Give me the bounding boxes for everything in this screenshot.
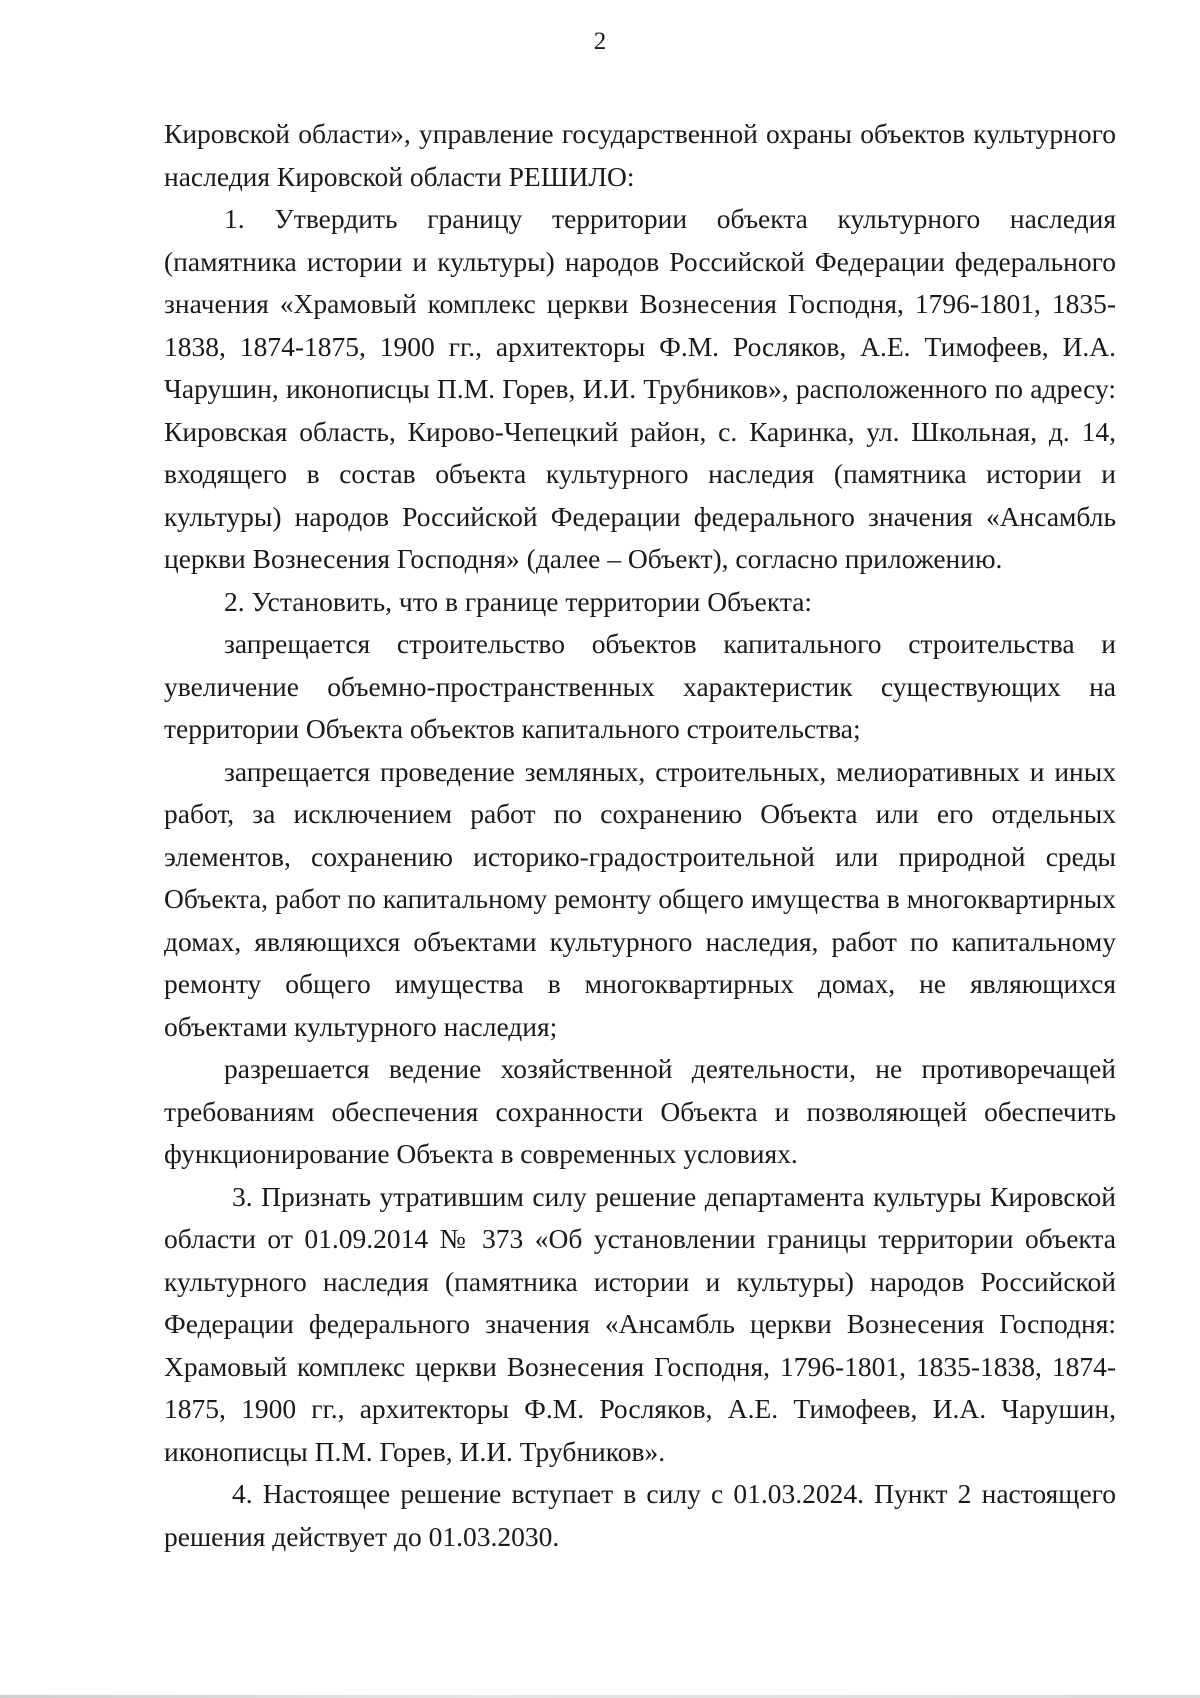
page-number: 2 (593, 28, 607, 55)
paragraph-item-4: 4. Настоящее решение вступает в силу с 01.03.2024. Пункт 2 настоящего решения действует до 01.03.2030. (164, 1478, 1116, 1552)
paragraph-item-3: 3. Признать утратившим силу решение департамента культуры Кировской области от 01.09.2014 № 373 «Об установлении границы территории объекта культурного наследия (памятника истории и культуры) народов Российской Федерации федерального значения «Ансамбль церкви Вознесения Господня: Храмовый комплекс церкви Вознесения Господня, 1796-1801, 1835-1838, 1874-1875, 1900 гг., архитекторы Ф.М. Росляков, А.Е. Тимофеев, И.А. Чарушин, иконописцы П.М. Горев, И.И. Трубников». (164, 1180, 1116, 1467)
paragraph-intro: Кировской области», управление государственной охраны объектов культурного наследия Кировской области РЕШИЛО: (164, 118, 1116, 192)
document-body (164, 113, 1116, 1558)
paragraph-item-2: 2. Установить, что в границе территории Объекта: (224, 585, 813, 617)
paragraph-item-1: 1. Утвердить границу территории объекта культурного наследия (памятника истории и культуры) народов Российской Федерации федерального значения «Храмовый комплекс церкви Вознесения Господня, 1796-1801, 1835-1838, 1874-1875, 1900 гг., архитекторы Ф.М. Росляков, А.Е. Тимофеев, И.А. Чарушин, иконописцы П.М. Горев, И.И. Трубников», расположенного по адресу: Кировская область, Кирово-Чепецкий район, с. Каринка, ул. Школьная, д. 14, входящего в состав объекта культурного наследия (памятника истории и культуры) народов Российской Федерации федерального значения «Ансамбль церкви Вознесения Господня» (далее – Объект), согласно приложению. (164, 203, 1116, 574)
paragraph-activity-permitted: разрешается ведение хозяйственной деятельности, не противоречащей требованиям обеспечения сохранности Объекта и позволяющей обеспечить функционирование Объекта в современных условиях. (164, 1053, 1116, 1169)
paragraph-works-ban: запрещается проведение земляных, строительных, мелиоративных и иных работ, за исключением работ по сохранению Объекта или его отдельных элементов, сохранению историко-градостроительной или природной среды Объекта, работ по капитальному ремонту общего имущества в многоквартирных домах, являющихся объектами культурного наследия, работ по капитальному ремонту общего имущества в многоквартирных домах, не являющихся объектами культурного наследия; (164, 755, 1116, 1042)
paragraph-construction-ban: запрещается строительство объектов капитального строительства и увеличение объемно-пространственных характеристик существующих на территории Объекта объектов капитального строительства; (164, 628, 1116, 744)
